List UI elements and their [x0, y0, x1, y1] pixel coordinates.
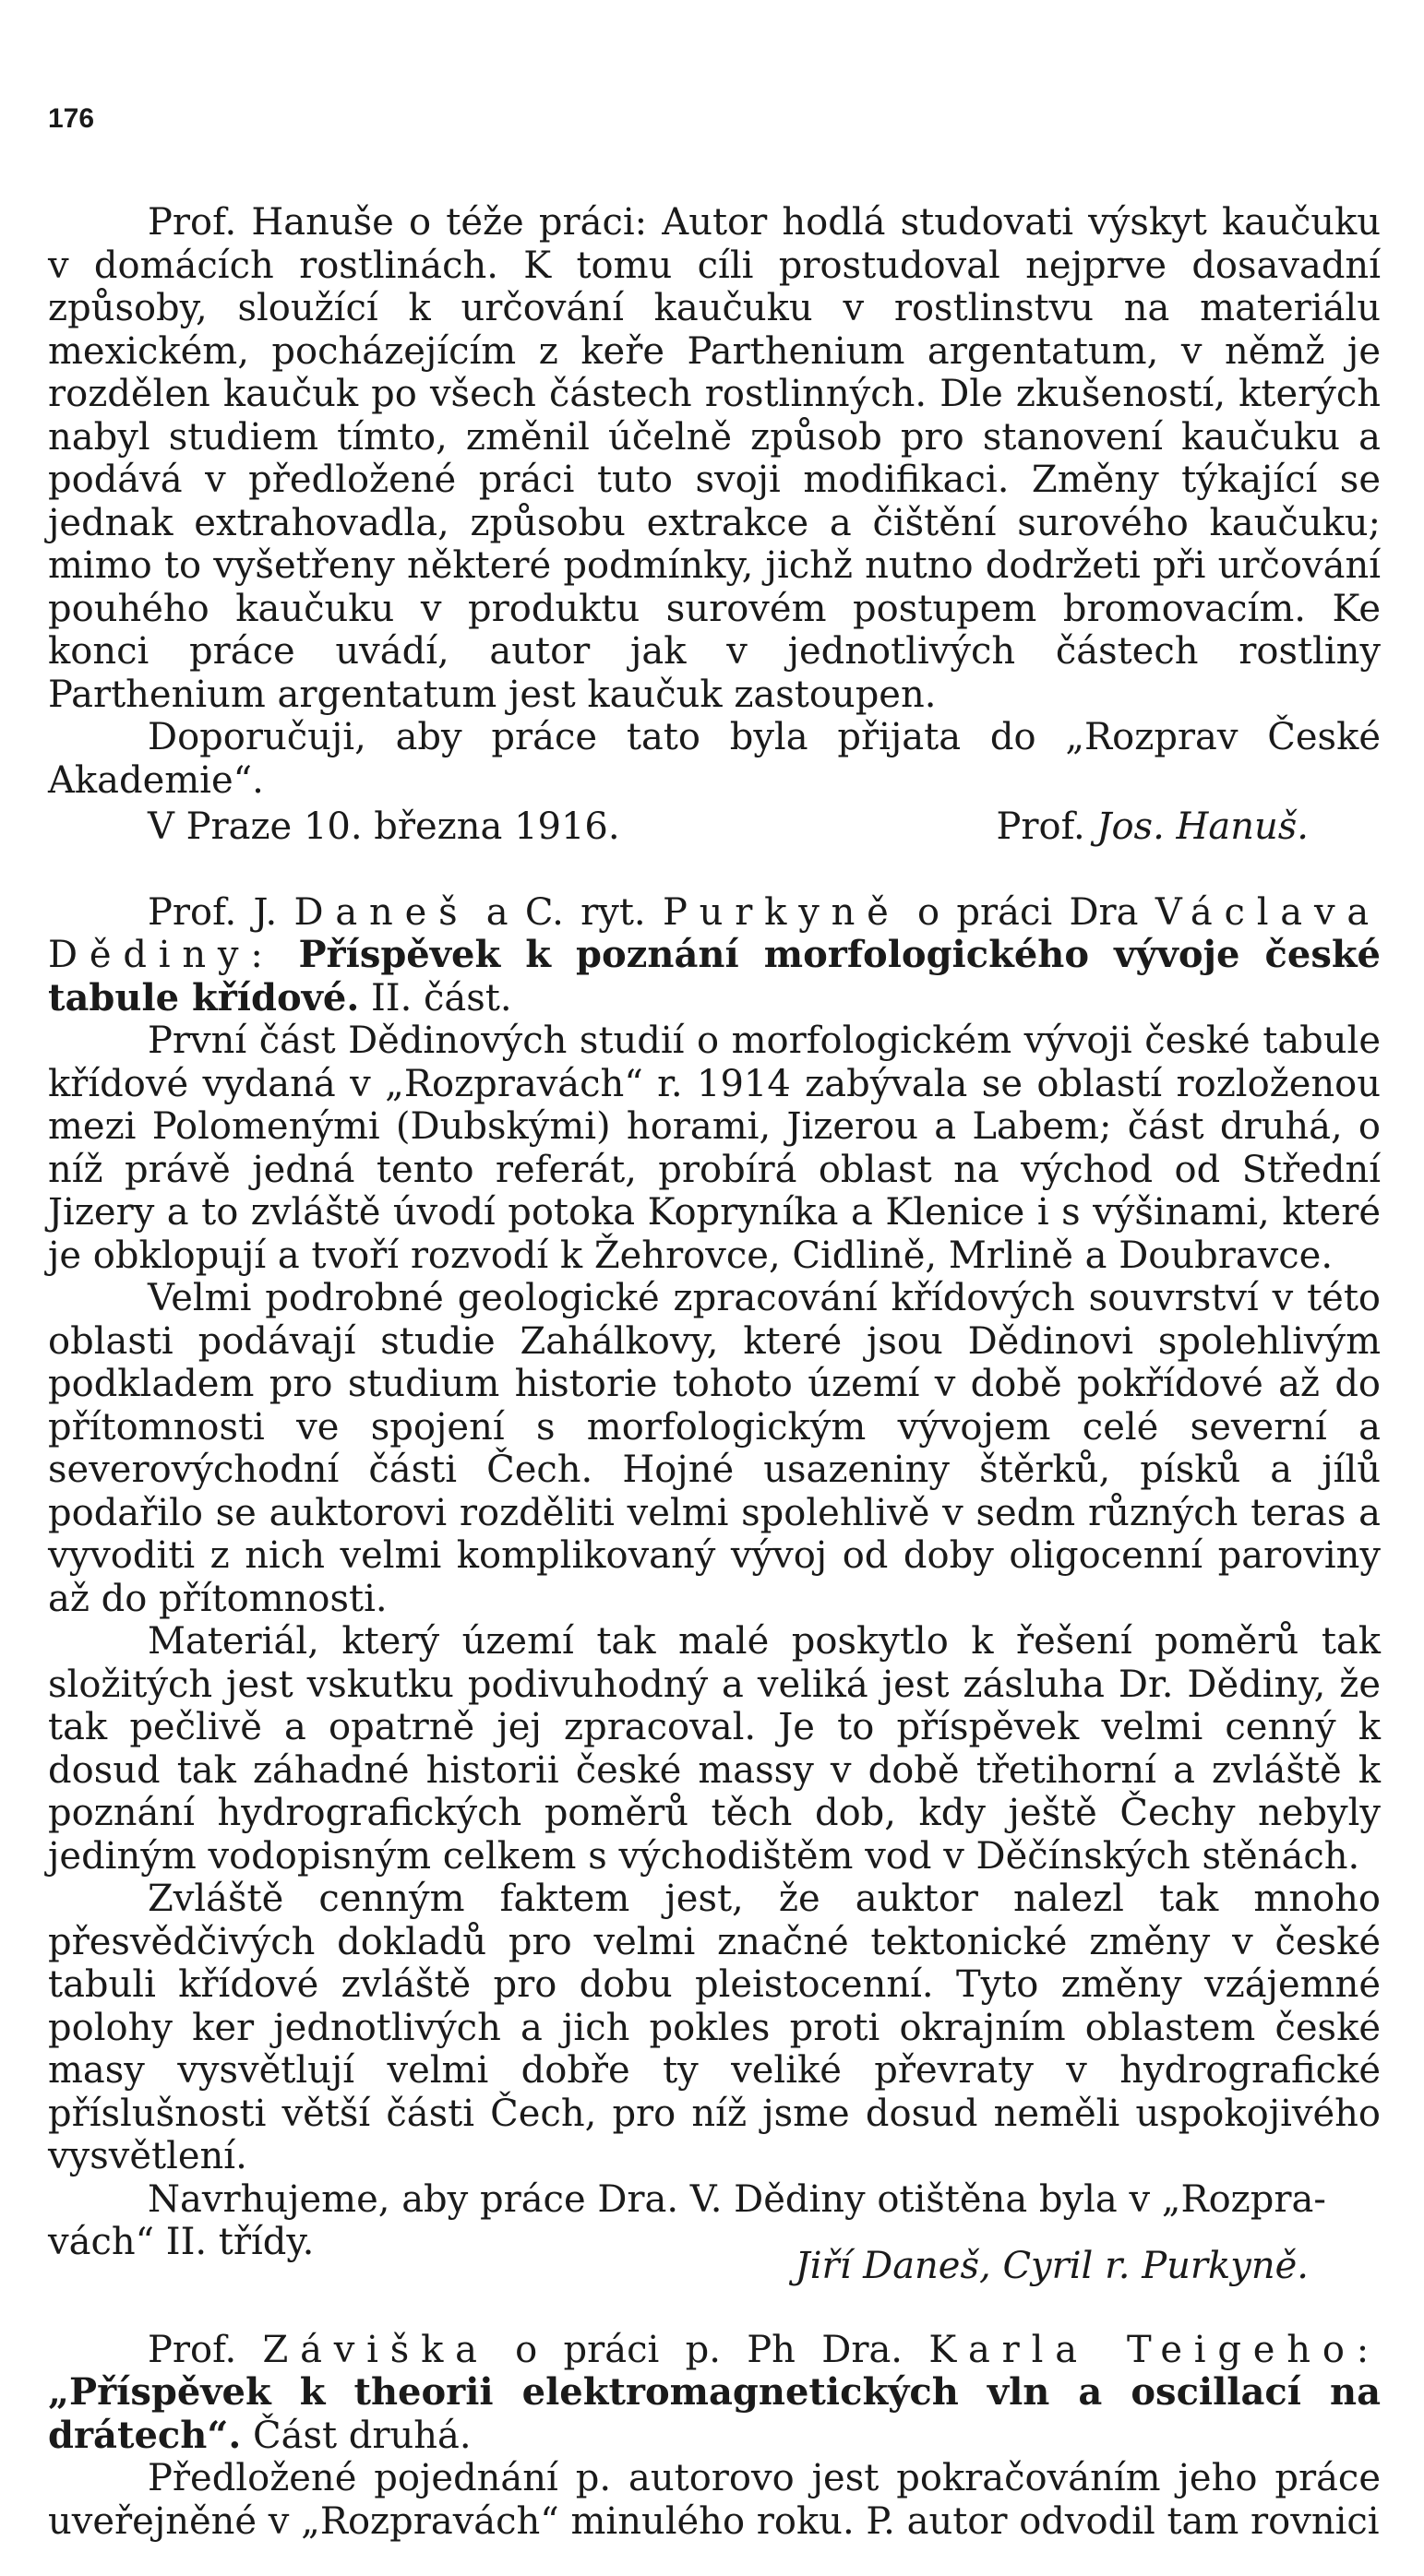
hanus-signature-line: [48, 805, 1381, 849]
page-number: 176: [48, 103, 95, 134]
teige-paragraph-1: Předložené pojednání p. autorovo jest pokračováním jeho práce uveřejněné v „Rozpravách“ minulého roku. P. autor odvodil tam rovnici: [48, 2457, 1381, 2543]
danes-purkyne-signature: Jiří Daneš, Cyril r. Purkyně.: [795, 2245, 1309, 2287]
author-name-dedina: Václava Dědiny: [48, 890, 1381, 976]
dedina-paragraph-4: Zvláště cenným faktem jest, že auktor nalezl tak mnoho přesvědčivých dokladů pro velmi značné tektonické změny v české tabuli křídové zvláště pro dobu pleistocenní. Tyto změny vzájemné polohy ker jednotlivých a jich pokles proti okrajním oblastem české masy vysvětlují velmi dobře ty veliké převraty v hydrografické příslušnosti větší části Čech, pro níž jsme dosud neměli uspokojivého vysvětlení.: [48, 1878, 1381, 2177]
heading-mid: a C. ryt.: [485, 890, 646, 934]
heading-prefix: Prof. J.: [148, 890, 278, 934]
document-body: [48, 201, 1381, 2543]
work-title: Příspěvek k poznání morfologického vývoje české tabule křídové.: [48, 933, 1382, 1020]
zaviska-review-heading: Prof. Záviška o práci p. Ph Dra. Karla Teigeho: „Příspěvek k theorii elektromagnetických vln a oscillací na drátech“. Část druhá.: [48, 2328, 1381, 2457]
author-name-zaviska: Záviška: [262, 2328, 489, 2371]
place-date: V Praze 10. března 1916.: [148, 805, 620, 848]
heading-prefix: Prof.: [148, 2328, 237, 2371]
dedina-proposal-line2: vách“ II. třídy.: [48, 2221, 315, 2263]
heading-mid: o práci p. Ph Dra.: [515, 2328, 903, 2371]
hanus-recommendation: Doporučuji, aby práce tato byla přijata do „Rozprav České Akademie“.: [48, 716, 1381, 802]
work-part: II. část.: [370, 976, 512, 1020]
hanus-signature: [996, 805, 1309, 849]
work-title: „Příspěvek k theorii elektromagnetických vln a oscillací na drátech“.: [48, 2370, 1381, 2457]
dedina-paragraph-3: Materiál, který území tak malé poskytlo k řešení poměrů tak složitých jest vskutku podivuhodný a veliká jest zásluha Dr. Dědiny, že tak pečlivě a opatrně jej zpracoval. Je to příspěvek velmi cenný k dosud tak záhadné historii české massy v době třetihorní a zvláště k poznání hydrografických poměrů těch dob, kdy ještě Čechy nebyly jediným vodopisným celkem s východištěm vod v Děčínských stěnách.: [48, 1620, 1381, 1878]
author-name-teige: Karla Teigeho: [928, 2328, 1357, 2371]
dedina-paragraph-2: Velmi podrobné geologické zpracování křídových souvrství v této oblasti podávají studie Zahálkovy, které jsou Dědinovi spolehlivým podkladem pro studium historie tohoto území v době pokřídové až do přítomnosti ve spojení s morfologickým vývojem celé severní a severovýchodní části Čech. Hojné usazeniny štěrků, písků a jílů podařilo se auktorovi rozděliti velmi spolehlivě v sedm různých teras a vyvoditi z nich velmi komplikovaný vývoj od doby oligocenní paroviny až do přítomnosti.: [48, 1277, 1381, 1620]
author-name-purkyne: Purkyně: [662, 890, 901, 934]
signature-prefix: Prof.: [996, 805, 1085, 848]
work-part: Část druhá.: [252, 2414, 472, 2457]
dedina-proposal-line1: Navrhujeme, aby práce Dra. V. Dědiny otištěna byla v „Rozpra-: [148, 2177, 1326, 2221]
dedina-proposal-close: [48, 2221, 1381, 2287]
hanus-review-paragraph: Prof. Hanuše o téže práci: Autor hodlá studovati výskyt kaučuku v domácích rostlinách. K tomu cíli prostudoval nejprve dosavadní způsoby, sloužící k určování kaučuku v rostlinstvu na materiálu mexickém, pocházejícím z keře Parthenium argentatum, v němž je rozdělen kaučuk po všech částech rostlinných. Dle zkušeností, kterých nabyl studiem tímto, změnil účelně způsob pro stanovení kaučuku a podává v předložené práci tuto svoji modifikaci. Změny týkající se jednak extrahovadla, způsobu extrakce a čištění surového kaučuku; mimo to vyšetřeny některé podmínky, jichž nutno dodržeti při určování pouhého kaučuku v produktu surovém postupem bromovacím. Ke konci práce uvádí, autor jak v jednotlivých částech rostliny Parthenium argentatum jest kaučuk zastoupen.: [48, 201, 1381, 716]
author-name-danes: Daneš: [293, 890, 470, 934]
dedina-paragraph-1: První část Dědinových studií o morfologickém vývoji české tabule křídové vydaná v „Rozpravách“ r. 1914 zabývala se oblastí rozloženou mezi Polomenými (Dubskými) horami, Jizerou a Labem; část druhá, o níž právě jedná tento referát, probírá oblast na východ od Střední Jizery a to zvláště úvodí potoka Kopryníka a Klenice i s výšinami, které je obklopují a tvoří rozvodí k Žehrovce, Cidlině, Mrlině a Doubravce.: [48, 1020, 1381, 1277]
heading-mid2: o práci Dra: [916, 890, 1139, 934]
signature-name: Jos. Hanuš.: [1096, 805, 1309, 848]
danes-review-heading: Prof. J. Daneš a C. ryt. Purkyně o práci Dra Václava Dědiny: Příspěvek k poznání morfologického vývoje české tabule křídové. II. část.: [48, 890, 1382, 1020]
